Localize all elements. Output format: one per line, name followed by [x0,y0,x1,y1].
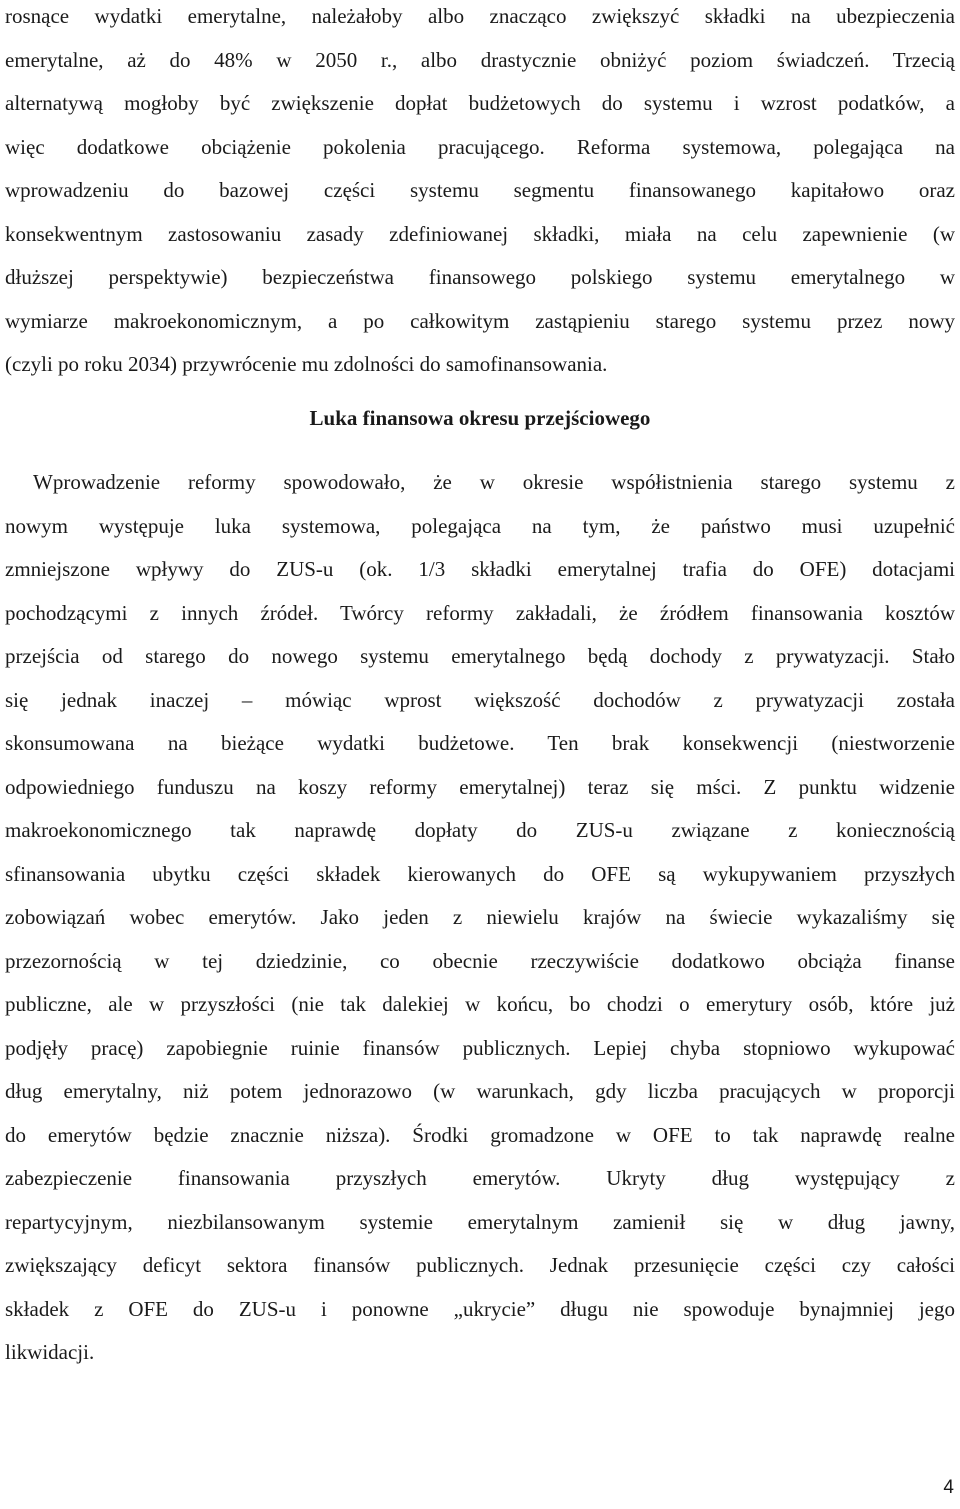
text-line: makroekonomicznego tak naprawdę dopłaty do ZUS-u związane z koniecznością [5,818,955,842]
text-line: się jednak inaczej – mówiąc wprost większość dochodów z prywatyzacji została [5,687,955,712]
text-line: składek z OFE do ZUS-u i ponowne „ukrycie” długu nie spowoduje bynajmniej jego [5,1296,955,1321]
paragraph-reform-intro [5,0,955,387]
page-number: 4 [943,1477,954,1498]
paragraph-financial-gap [5,461,955,1375]
text-line: dług emerytalny, niż potem jednorazowo (w warunkach, gdy liczba pracujących w proporcji [5,1079,955,1103]
text-line: alternatywą mogłoby być zwiększenie dopłat budżetowych do systemu i wzrost podatków, a [5,91,955,115]
text-line: Wprowadzenie reformy spowodowało, że w okresie współistnienia starego systemu z [33,470,955,494]
text-line: podjęły pracę) zapobiegnie ruinie finansów publicznych. Lepiej chyba stopniowo wykupować [5,1035,955,1060]
text-line: emerytalne, aż do 48% w 2050 r., albo drastycznie obniżyć poziom świadczeń. Trzecią [5,47,955,72]
text-line: pochodzącymi z innych źródeł. Twórcy reformy zakładali, że źródłem finansowania kosztów [5,600,955,625]
text-line: zobowiązań wobec emerytów. Jako jeden z niewielu krajów na świecie wykazaliśmy się [5,905,955,929]
text-line: odpowiedniego funduszu na koszy reformy emerytalnej) teraz się mści. Z punktu widzenie [5,774,955,799]
text-line: sfinansowania ubytku części składek kierowanych do OFE są wykupywaniem przyszłych [5,861,955,886]
text-line: (czyli po roku 2034) przywrócenie mu zdolności do samofinansowania. [5,352,608,376]
text-line: konsekwentnym zastosowaniu zasady zdefiniowanej składki, miała na celu zapewnienie (w [5,221,955,246]
text-line: repartycyjnym, niezbilansowanym systemie emerytalnym zamienił się w dług jawny, [5,1209,955,1234]
text-line: nowym występuje luka systemowa, polegająca na tym, że państwo musi uzupełnić [5,513,955,538]
text-line: publiczne, ale w przyszłości (nie tak dalekiej w końcu, bo chodzi o emerytury osób, które już [5,992,955,1016]
text-line: zwiększający deficyt sektora finansów publicznych. Jednak przesunięcie części czy całości [5,1253,955,1277]
section-heading: Luka finansowa okresu przejściowego [309,406,651,430]
text-line: więc dodatkowe obciążenie pokolenia pracującego. Reforma systemowa, polegająca na [5,134,955,159]
text-line: likwidacji. [5,1340,95,1364]
text-line: zmniejszone wpływy do ZUS-u (ok. 1/3 składki emerytalnej trafia do OFE) dotacjami [5,557,955,581]
text-line: wprowadzeniu do bazowej części systemu segmentu finansowanego kapitałowo oraz [5,178,955,202]
text-line: rosnące wydatki emerytalne, należałoby albo znacząco zwiększyć składki na ubezpieczenia [5,4,955,28]
text-line: skonsumowana na bieżące wydatki budżetowe. Ten brak konsekwencji (niestworzenie [5,731,955,755]
text-line: zabezpieczenie finansowania przyszłych emerytów. Ukryty dług występujący z [5,1166,955,1190]
text-line: przejścia od starego do nowego systemu emerytalnego będą dochody z prywatyzacji. Stało [5,644,955,668]
text-line: do emerytów będzie znacznie niższa). Środki gromadzone w OFE to tak naprawdę realne [5,1122,955,1147]
text-line: dłuższej perspektywie) bezpieczeństwa finansowego polskiego systemu emerytalnego w [5,265,955,289]
text-line: wymiarze makroekonomicznym, a po całkowitym zastąpieniu starego systemu przez nowy [5,308,955,333]
text-line: przezornością w tej dziedzinie, co obecnie rzeczywiście dodatkowo obciąża finanse [5,948,955,973]
